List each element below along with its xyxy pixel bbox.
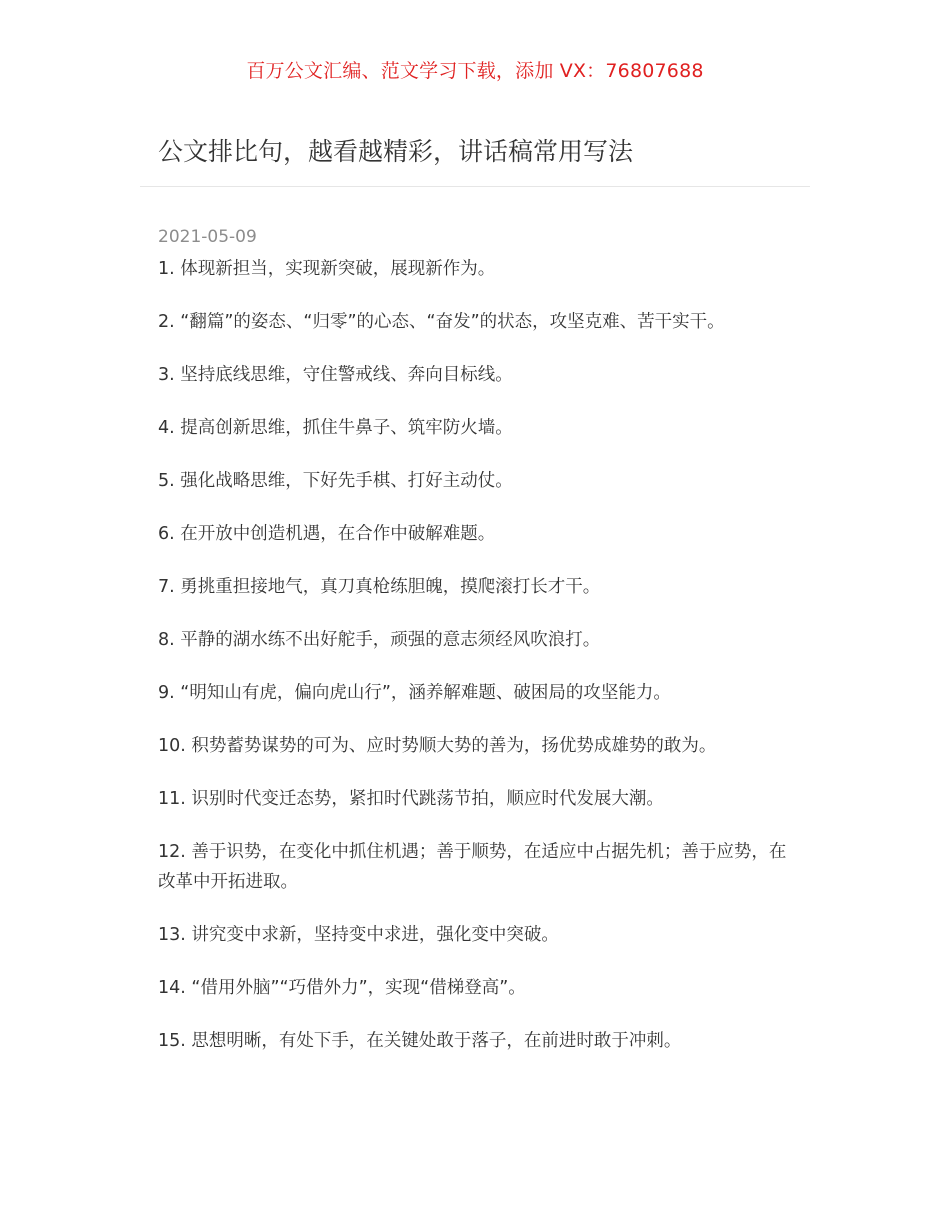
list-item: 10. 积势蓄势谋势的可为、应时势顺大势的善为，扬优势成雄势的敢为。 [158,736,717,756]
list-item: 1. 体现新担当，实现新突破，展现新作为。 [158,259,496,279]
article-title: 公文排比句，越看越精彩，讲话稿常用写法 [158,137,634,166]
list-item: 4. 提高创新思维，抓住牛鼻子、筑牢防火墙。 [158,418,513,438]
promo-banner: 百万公文汇编、范文学习下载，添加 VX：76807688 [246,60,704,82]
list-item: 8. 平静的湖水练不出好舵手，顽强的意志须经风吹浪打。 [158,630,601,650]
list-item: 3. 坚持底线思维，守住警戒线、奔向目标线。 [158,365,513,385]
article-date: 2021-05-09 [158,227,257,247]
list-item: 15. 思想明晰，有处下手，在关键处敢于落子，在前进时敢于冲刺。 [158,1031,682,1051]
list-item: 5. 强化战略思维，下好先手棋、打好主动仗。 [158,471,513,491]
list-item: 12. 善于识势，在变化中抓住机遇；善于顺势，在适应中占据先机；善于应势，在改革中开拓进取。 [158,842,787,892]
article-header [140,132,810,187]
list-item: 9. “明知山有虎，偏向虎山行”，涵养解难题、破困局的攻坚能力。 [158,683,671,703]
list-item: 2. “翻篇”的姿态、“归零”的心态、“奋发”的状态，攻坚克难、苦干实干。 [158,312,725,332]
list-item: 6. 在开放中创造机遇，在合作中破解难题。 [158,524,496,544]
list-item: 11. 识别时代变迁态势，紧扣时代跳荡节拍，顺应时代发展大潮。 [158,789,664,809]
article-body [158,254,798,1079]
list-item: 7. 勇挑重担接地气，真刀真枪练胆魄，摸爬滚打长才干。 [158,577,601,597]
list-item: 13. 讲究变中求新，坚持变中求进，强化变中突破。 [158,925,559,945]
list-item: 14. “借用外脑”“巧借外力”，实现“借梯登高”。 [158,978,526,998]
